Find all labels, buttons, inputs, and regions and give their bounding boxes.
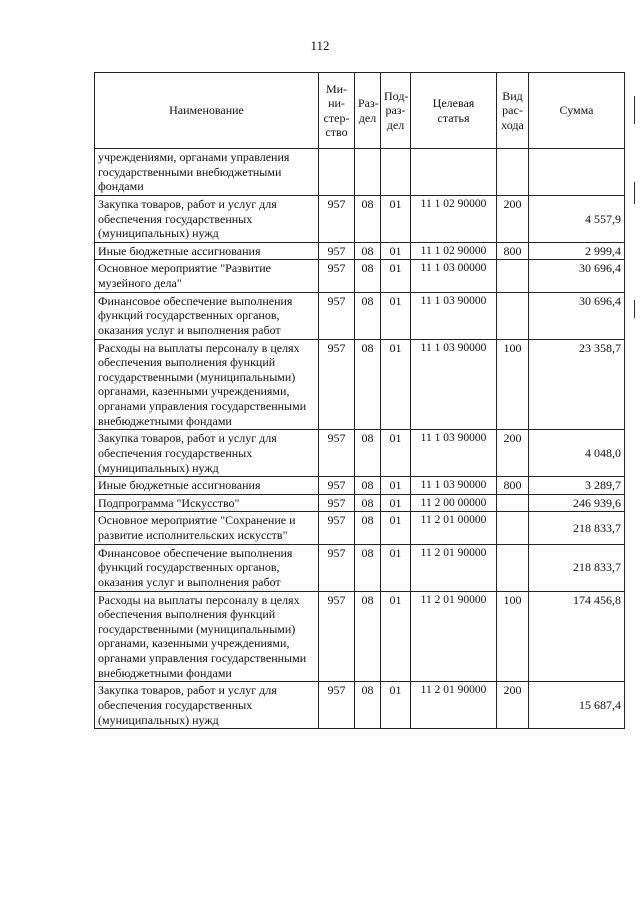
row-type [497, 260, 529, 292]
row-amount: 3 289,7 [529, 477, 625, 495]
row-name: Закупка товаров, работ и услуг для обеспечения государственных (муниципальных) нужд [95, 430, 319, 477]
row-type [497, 149, 529, 196]
row-ministry: 957 [319, 195, 355, 242]
row-ministry: 957 [319, 494, 355, 512]
scan-mark [634, 96, 635, 124]
row-type: 800 [497, 242, 529, 260]
row-article: 11 2 01 90000 [411, 591, 497, 682]
row-section: 08 [355, 292, 381, 339]
row-ministry: 957 [319, 339, 355, 430]
row-type: 200 [497, 430, 529, 477]
row-name: Расходы на выплаты персоналу в целях обеспечения выполнения функций государственными (муниципальными) органами, казенными учреждениями, органами управления государственными внебюджетными фондами [95, 591, 319, 682]
row-section: 08 [355, 494, 381, 512]
row-ministry: 957 [319, 292, 355, 339]
row-section: 08 [355, 477, 381, 495]
table-row [95, 544, 625, 591]
row-amount: 218 833,7 [529, 512, 625, 544]
row-subsection: 01 [381, 544, 411, 591]
row-article: 11 1 03 00000 [411, 260, 497, 292]
row-ministry: 957 [319, 242, 355, 260]
row-subsection [381, 149, 411, 196]
row-type: 100 [497, 339, 529, 430]
row-article: 11 1 02 90000 [411, 195, 497, 242]
row-type: 800 [497, 477, 529, 495]
row-subsection: 01 [381, 260, 411, 292]
row-subsection: 01 [381, 591, 411, 682]
row-name: Расходы на выплаты персоналу в целях обеспечения выполнения функций государственными (муниципальными) органами, казенными учреждениями, органами управления государственными внебюджетными фондами [95, 339, 319, 430]
row-ministry: 957 [319, 260, 355, 292]
scan-mark [634, 300, 635, 318]
budget-table [94, 72, 625, 729]
row-amount: 246 939,6 [529, 494, 625, 512]
header-ministry: Ми- ни- стер- ство [319, 73, 355, 149]
row-article: 11 2 01 90000 [411, 544, 497, 591]
row-amount: 23 358,7 [529, 339, 625, 430]
row-article: 11 2 01 90000 [411, 682, 497, 729]
row-section: 08 [355, 430, 381, 477]
row-subsection: 01 [381, 494, 411, 512]
row-subsection: 01 [381, 477, 411, 495]
row-section: 08 [355, 544, 381, 591]
row-type [497, 544, 529, 591]
row-subsection: 01 [381, 512, 411, 544]
table-row [95, 494, 625, 512]
row-article: 11 2 00 00000 [411, 494, 497, 512]
row-type: 100 [497, 591, 529, 682]
row-ministry: 957 [319, 512, 355, 544]
row-name: Подпрограмма "Искусство" [95, 494, 319, 512]
row-ministry: 957 [319, 682, 355, 729]
row-section: 08 [355, 195, 381, 242]
row-article: 11 2 01 00000 [411, 512, 497, 544]
row-ministry [319, 149, 355, 196]
table-row [95, 682, 625, 729]
row-name: Финансовое обеспечение выполнения функций государственных органов, оказания услуг и выполнения работ [95, 544, 319, 591]
row-ministry: 957 [319, 430, 355, 477]
row-section [355, 149, 381, 196]
row-type: 200 [497, 682, 529, 729]
table-row [95, 591, 625, 682]
row-section: 08 [355, 260, 381, 292]
table-row [95, 430, 625, 477]
header-expense-type: Вид рас- хода [497, 73, 529, 149]
row-amount: 174 456,8 [529, 591, 625, 682]
header-section: Раз- дел [355, 73, 381, 149]
row-amount: 4 557,9 [529, 195, 625, 242]
header-name: Наименование [95, 73, 319, 149]
row-subsection: 01 [381, 339, 411, 430]
row-subsection: 01 [381, 430, 411, 477]
header-subsection: Под- раз- дел [381, 73, 411, 149]
row-section: 08 [355, 339, 381, 430]
table-row [95, 195, 625, 242]
row-subsection: 01 [381, 682, 411, 729]
row-amount: 2 999,4 [529, 242, 625, 260]
row-type [497, 512, 529, 544]
table-row [95, 512, 625, 544]
row-section: 08 [355, 591, 381, 682]
row-article [411, 149, 497, 196]
row-section: 08 [355, 682, 381, 729]
row-section: 08 [355, 242, 381, 260]
row-name: учреждениями, органами управления государственными внебюджетными фондами [95, 149, 319, 196]
row-article: 11 1 03 90000 [411, 292, 497, 339]
row-ministry: 957 [319, 591, 355, 682]
table-row [95, 339, 625, 430]
row-amount: 4 048,0 [529, 430, 625, 477]
table-row [95, 260, 625, 292]
row-ministry: 957 [319, 544, 355, 591]
row-name: Финансовое обеспечение выполнения функций государственных органов, оказания услуг и выполнения работ [95, 292, 319, 339]
row-name: Основное мероприятие "Развитие музейного дела" [95, 260, 319, 292]
row-section: 08 [355, 512, 381, 544]
row-subsection: 01 [381, 242, 411, 260]
row-amount: 30 696,4 [529, 292, 625, 339]
row-amount: 218 833,7 [529, 544, 625, 591]
row-name: Иные бюджетные ассигнования [95, 477, 319, 495]
header-amount: Сумма [529, 73, 625, 149]
row-article: 11 1 03 90000 [411, 430, 497, 477]
table-header-row [95, 73, 625, 149]
table-row [95, 149, 625, 196]
row-subsection: 01 [381, 292, 411, 339]
row-amount [529, 149, 625, 196]
table-row [95, 292, 625, 339]
table-row [95, 242, 625, 260]
row-type: 200 [497, 195, 529, 242]
row-type [497, 494, 529, 512]
row-amount: 30 696,4 [529, 260, 625, 292]
row-article: 11 1 03 90000 [411, 339, 497, 430]
page-number: 112 [310, 38, 330, 53]
row-name: Основное мероприятие "Сохранение и развитие исполнительских искусств" [95, 512, 319, 544]
scan-mark [634, 182, 635, 204]
header-target-article: Целевая статья [411, 73, 497, 149]
row-ministry: 957 [319, 477, 355, 495]
row-article: 11 1 03 90000 [411, 477, 497, 495]
row-name: Закупка товаров, работ и услуг для обеспечения государственных (муниципальных) нужд [95, 195, 319, 242]
row-name: Закупка товаров, работ и услуг для обеспечения государственных (муниципальных) нужд [95, 682, 319, 729]
row-name: Иные бюджетные ассигнования [95, 242, 319, 260]
row-article: 11 1 02 90000 [411, 242, 497, 260]
row-subsection: 01 [381, 195, 411, 242]
row-amount: 15 687,4 [529, 682, 625, 729]
table-row [95, 477, 625, 495]
row-type [497, 292, 529, 339]
